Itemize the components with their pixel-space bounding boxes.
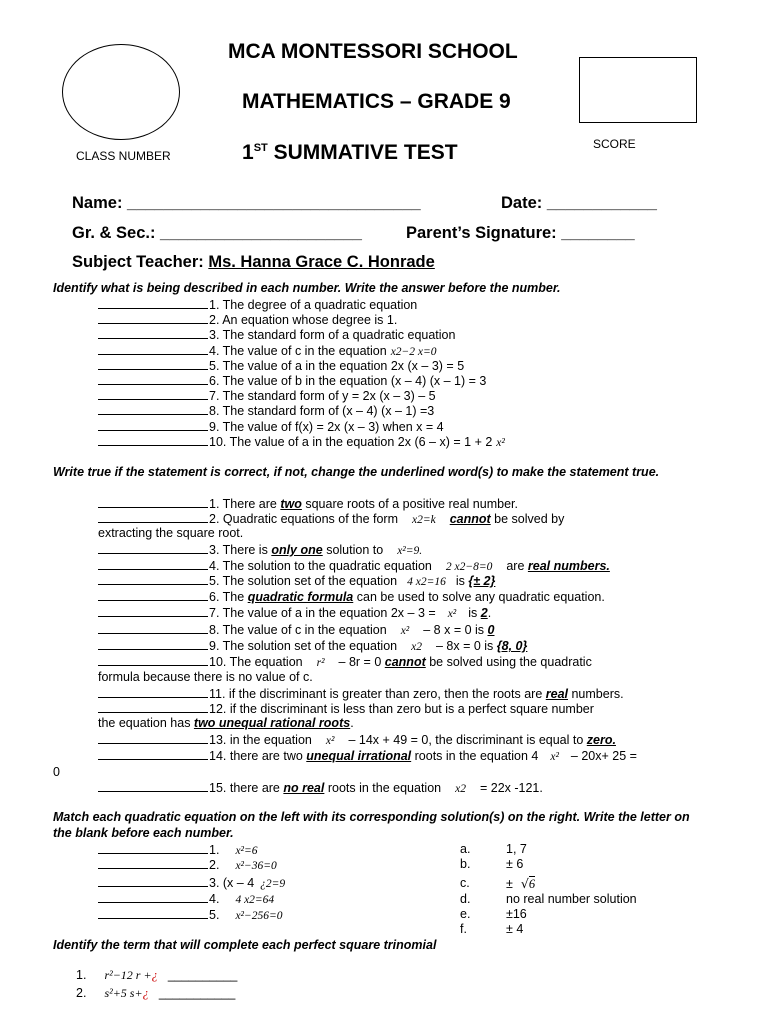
answer-blank[interactable] bbox=[98, 605, 208, 617]
part2-item: 6. The quadratic formula can be used to solve any quadratic equation. bbox=[98, 589, 605, 605]
option-letter: f. bbox=[460, 922, 467, 936]
answer-blank[interactable] bbox=[98, 891, 208, 903]
part2-item: 10. The equation r² – 8r = 0 cannot be solved using the quadratic bbox=[98, 654, 592, 671]
answer-blank[interactable] bbox=[98, 857, 208, 869]
part2-item: 1. There are two square roots of a positive real number. bbox=[98, 496, 518, 512]
sqrt-symbol: √ bbox=[520, 876, 529, 891]
score-label: SCORE bbox=[593, 137, 636, 151]
parent-signature-field[interactable]: Parent’s Signature: ________ bbox=[406, 224, 635, 242]
part2-item-continuation: extracting the square root. bbox=[98, 526, 244, 540]
answer-blank[interactable] bbox=[98, 297, 208, 309]
part4-instruction: Identify the term that will complete each perfect square trinomial bbox=[53, 938, 437, 952]
answer-blank[interactable] bbox=[98, 327, 208, 339]
option-letter: a. bbox=[460, 842, 471, 856]
part2-item: 9. The solution set of the equation x2 – 8x = 0 is {8, 0} bbox=[98, 638, 527, 655]
part2-item: 5. The solution set of the equation 4 x2=16 is {± 2} bbox=[98, 573, 495, 590]
answer-blank[interactable] bbox=[98, 701, 208, 713]
part1-item: 10. The value of a in the equation 2x (6 – x) = 1 + 2 x² bbox=[98, 434, 509, 451]
part1-item: 5. The value of a in the equation 2x (x – 3) = 5 bbox=[98, 358, 464, 374]
part1-item: 7. The standard form of y = 2x (x – 3) – 5 bbox=[98, 388, 436, 404]
answer-blank[interactable] bbox=[98, 748, 208, 760]
part2-item: 14. there are two unequal irrational roots in the equation 4 x² – 20x+ 25 = bbox=[98, 748, 637, 765]
option-value: 1, 7 bbox=[506, 842, 527, 856]
school-name: MCA MONTESSORI SCHOOL bbox=[228, 40, 518, 63]
part2-item-continuation: 0 bbox=[53, 765, 60, 779]
option-value: no real number solution bbox=[506, 892, 637, 906]
class-number-label: CLASS NUMBER bbox=[76, 149, 171, 163]
answer-blank[interactable] bbox=[98, 622, 208, 634]
part2-item: 2. Quadratic equations of the form x2=k cannot be solved by bbox=[98, 511, 564, 528]
part3-instruction: Match each quadratic equation on the left with its corresponding solution(s) on the right. Write the letter on the blank before each number. bbox=[53, 810, 690, 840]
part1-item: 9. The value of f(x) = 2x (x – 3) when x = 4 bbox=[98, 419, 444, 435]
answer-blank[interactable] bbox=[98, 343, 208, 355]
option-letter: d. bbox=[460, 892, 471, 906]
grade-section-field[interactable]: Gr. & Sec.: ______________________ bbox=[72, 224, 362, 242]
part1-item: 1. The degree of a quadratic equation bbox=[98, 297, 417, 313]
answer-blank[interactable] bbox=[98, 434, 208, 446]
part2-item: 11. if the discriminant is greater than zero, then the roots are real numbers. bbox=[98, 686, 624, 702]
match-item: 3. (x – 4 ¿2=9 bbox=[98, 875, 289, 892]
part2-item: 3. There is only one solution to x²=9. bbox=[98, 542, 426, 559]
part1-item: 2. An equation whose degree is 1. bbox=[98, 312, 397, 328]
part2-item-continuation: formula because there is no value of c. bbox=[98, 670, 313, 684]
answer-blank[interactable] bbox=[98, 542, 208, 554]
answer-blank[interactable] bbox=[98, 558, 208, 570]
answer-blank[interactable] bbox=[98, 686, 208, 698]
match-item: 1. x²=6 bbox=[98, 842, 262, 859]
answer-blank[interactable] bbox=[98, 496, 208, 508]
answer-blank[interactable] bbox=[98, 419, 208, 431]
match-item: 4. 4 x2=64 bbox=[98, 891, 278, 908]
answer-blank[interactable] bbox=[98, 907, 208, 919]
option-value: ± 4 bbox=[506, 922, 524, 936]
answer-blank[interactable] bbox=[98, 589, 208, 601]
option-letter: c. bbox=[460, 876, 470, 890]
match-item: 5. x²−256=0 bbox=[98, 907, 287, 924]
subject-teacher: Subject Teacher: Ms. Hanna Grace C. Honrade bbox=[72, 253, 435, 271]
answer-blank[interactable] bbox=[98, 875, 208, 887]
part2-item: 8. The value of c in the equation x² – 8 x = 0 is 0 bbox=[98, 622, 494, 639]
option-value: ± 6 bbox=[506, 857, 524, 871]
trinomial-item: 2. s²+5 s+¿ ___________ bbox=[76, 986, 236, 1000]
match-item: 2. x²−36=0 bbox=[98, 857, 281, 874]
answer-blank[interactable] bbox=[98, 573, 208, 585]
answer-blank[interactable] bbox=[98, 654, 208, 666]
answer-blank[interactable] bbox=[98, 780, 208, 792]
part1-item: 3. The standard form of a quadratic equation bbox=[98, 327, 455, 343]
option-value: ±16 bbox=[506, 907, 527, 921]
part2-item: 13. in the equation x² – 14x + 49 = 0, the discriminant is equal to zero. bbox=[98, 732, 616, 749]
answer-blank[interactable] bbox=[98, 638, 208, 650]
part1-instruction: Identify what is being described in each number. Write the answer before the number. bbox=[53, 281, 561, 295]
answer-blank[interactable] bbox=[98, 403, 208, 415]
answer-blank[interactable]: __________ bbox=[167, 968, 238, 982]
date-field[interactable]: Date: ____________ bbox=[501, 194, 657, 212]
answer-blank[interactable] bbox=[98, 358, 208, 370]
answer-blank[interactable] bbox=[98, 732, 208, 744]
part2-item: 4. The solution to the quadratic equation 2 x2−8=0 are real numbers. bbox=[98, 558, 610, 575]
test-title: 1ST SUMMATIVE TEST bbox=[242, 141, 458, 164]
part2-item: 12. if the discriminant is less than zero but is a perfect square number bbox=[98, 701, 594, 717]
part1-item: 4. The value of c in the equation x2−2 x=0 bbox=[98, 343, 441, 360]
option-letter: e. bbox=[460, 907, 471, 921]
option-letter: b. bbox=[460, 857, 471, 871]
part2-item-continuation: the equation has two unequal rational roots. bbox=[98, 716, 354, 730]
answer-blank[interactable] bbox=[98, 312, 208, 324]
part2-item: 15. there are no real roots in the equation x2 = 22x -121. bbox=[98, 780, 543, 797]
subject-title: MATHEMATICS – GRADE 9 bbox=[242, 90, 511, 113]
part1-item: 8. The standard form of (x – 4) (x – 1) =3 bbox=[98, 403, 434, 419]
option-value: ± √6 bbox=[506, 876, 536, 891]
class-number-oval[interactable] bbox=[62, 44, 180, 140]
answer-blank[interactable] bbox=[98, 511, 208, 523]
part2-instruction: Write true if the statement is correct, if not, change the underlined word(s) to make the statement true. bbox=[53, 465, 660, 479]
answer-blank[interactable]: ___________ bbox=[158, 986, 236, 1000]
score-box[interactable] bbox=[579, 57, 697, 123]
answer-blank[interactable] bbox=[98, 388, 208, 400]
part1-item: 6. The value of b in the equation (x – 4) (x – 1) = 3 bbox=[98, 373, 486, 389]
name-field[interactable]: Name: ________________________________ bbox=[72, 194, 421, 212]
answer-blank[interactable] bbox=[98, 373, 208, 385]
trinomial-item: 1. r²−12 r +¿ __________ bbox=[76, 968, 238, 982]
answer-blank[interactable] bbox=[98, 842, 208, 854]
part2-item: 7. The value of a in the equation 2x – 3 = x² is 2. bbox=[98, 605, 491, 622]
